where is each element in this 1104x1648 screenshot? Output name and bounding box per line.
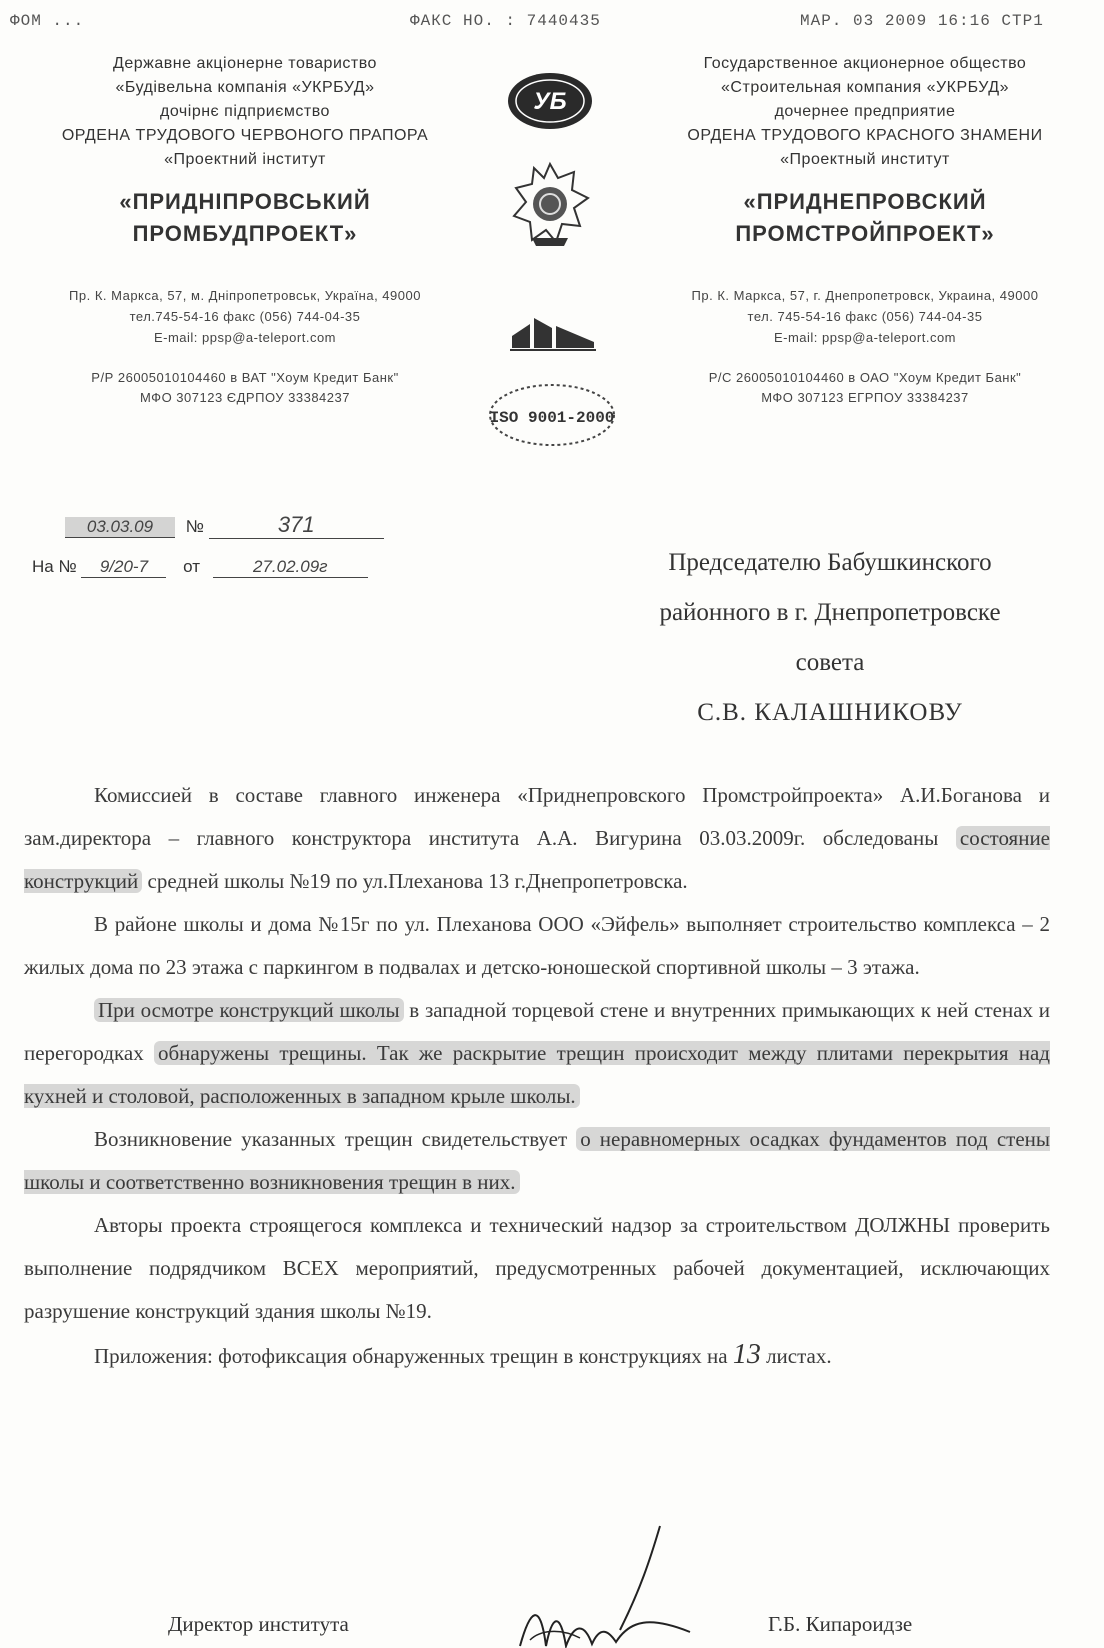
letterhead-line: «Проектный институт (780, 151, 950, 168)
letter-body (24, 774, 1050, 1378)
logo-lettering: УБ (533, 88, 567, 115)
re-number-label: На № (32, 557, 77, 576)
highlighted-text: состояние конструкций (24, 826, 1050, 893)
re-date: 27.02.09г (213, 557, 368, 578)
incoming-reference (32, 557, 368, 578)
letterhead-line: «Будівельна компанія «УКРБУД» (115, 79, 375, 96)
sheet-count: 13 (732, 1339, 761, 1370)
paragraph: Авторы проекта строящегося комплекса и технический надзор за строительством ДОЛЖНЫ проверить выполнение подрядчиком ВСЕХ мероприятий, предусмотренных рабочей документацией, исключающих разрушение конструкций здания школы №19. (24, 1213, 1050, 1323)
fax-header-number: ФАКС НО. : 7440435 (410, 12, 601, 30)
bank-details-left: Р/Р 26005010104460 в ВАТ "Хоум Кредит Банк" МФО 307123 ЄДРПОУ 33384237 (91, 370, 399, 405)
attachments-line: Приложения: фотофиксация обнаруженных трещин в конструкциях на 13 листах. (94, 1339, 832, 1370)
number-label: № (185, 517, 204, 536)
recipient-line: совета (795, 649, 865, 676)
from-label: от (183, 557, 201, 576)
iso-certification-icon (482, 380, 622, 450)
letterhead-line: Державне акціонерне товариство (113, 55, 377, 72)
highlighted-text: о неравномерных осадках фундаментов под стены школы и соответственно возникновения трещин в них. (24, 1127, 1050, 1194)
address-left: Пр. К. Маркса, 57, м. Дніпропетровськ, Україна, 49000 тел.745-54-16 факс (056) 744-04-35 E-mail: ppsp@a-teleport.com (69, 288, 421, 345)
address-right: Пр. К. Маркса, 57, г. Днепропетровск, Украина, 49000 тел. 745-54-16 факс (056) 744-04-35 E-mail: ppsp@a-teleport.com (691, 288, 1039, 345)
re-number: 9/20-7 (81, 557, 166, 578)
iso-label: ISO 9001-2000 (489, 409, 615, 427)
letterhead-line: ОРДЕНА ТРУДОВОГО КРАСНОГО ЗНАМЕНИ (687, 127, 1043, 144)
recipient-line: Председателю Бабушкинского (668, 549, 992, 576)
highlighted-text: При осмотре конструкций школы (94, 998, 404, 1022)
recipient-line: районного в г. Днепропетровске (659, 599, 1001, 626)
bank-details-right: Р/С 26005010104460 в ОАО "Хоум Кредит Банк" МФО 307123 ЕГРПОУ 33384237 (708, 370, 1022, 405)
paragraph: При осмотре конструкций школы в западной торцевой стене и внутренних примыкающих к ней стенах и перегородках обнаружены трещины. Так же раскрытие трещин происходит между плитами перекрытия над кухней и столовой, расположенных в западном крыле школы. (24, 998, 1050, 1108)
highlighted-text: обнаружены трещины. Так же раскрытие трещин происходит между плитами перекрытия над кухней и столовой, расположенных в западном крыле школы. (24, 1041, 1050, 1108)
building-logo-icon (508, 312, 598, 352)
signatory-name: Г.Б. Кипароидзе (768, 1612, 913, 1636)
fax-header-date: МАР. 03 2009 16:16 СТР1 (800, 12, 1044, 30)
letterhead-line: «Строительная компания «УКРБУД» (721, 79, 1009, 96)
letterhead-right (640, 52, 1090, 250)
recipient-name: С.В. КАЛАШНИКОВУ (697, 699, 963, 726)
paragraph: В районе школы и дома №15г по ул. Плеханова ООО «Эйфель» выполняет строительство комплекса – 2 жилых дома по 23 этажа с паркингом в подвалах и детско-юношеской спортивной школы – 3 этажа. (24, 912, 1050, 979)
letterhead-line: «Проектний інститут (164, 151, 326, 168)
letterhead-line: ОРДЕНА ТРУДОВОГО ЧЕРВОНОГО ПРАПОРА (61, 127, 429, 144)
institute-name: «ПРИДНІПРОВСЬКИЙ ПРОМБУДПРОЕКТ» (119, 189, 371, 246)
letterhead-line: дочірнє підприємство (160, 103, 330, 120)
recipient-block (600, 538, 1060, 738)
letter-number: 371 (209, 512, 384, 539)
order-emblem-icon (510, 160, 590, 250)
paragraph: Комиссией в составе главного инженера «Приднепровского Промстройпроекта» А.И.Боганова и зам.директора – главного конструктора института А.А. Вигурина 03.03.2009г. обследованы состояние конструкций средней школы №19 по ул.Плеханова 13 г.Днепропетровска. (24, 783, 1050, 893)
institute-name: «ПРИДНЕПРОВСКИЙ ПРОМСТРОЙПРОЕКТ» (735, 189, 995, 246)
letterhead-left (20, 52, 470, 250)
letter-date: 03.03.09 (65, 517, 175, 538)
signatory-title: Директор института (168, 1612, 349, 1636)
fax-header-left: ФОМ ... (10, 12, 85, 30)
outgoing-reference (65, 512, 384, 539)
letterhead-line: Государственное акционерное общество (703, 55, 1027, 72)
handwritten-signature-icon (500, 1520, 720, 1648)
letterhead-line: дочернее предприятие (774, 103, 956, 120)
paragraph: Возникновение указанных трещин свидетельствует о неравномерных осадках фундаментов под стены школы и соответственно возникновения трещин в них. (24, 1127, 1050, 1194)
company-logo-icon (505, 70, 595, 132)
